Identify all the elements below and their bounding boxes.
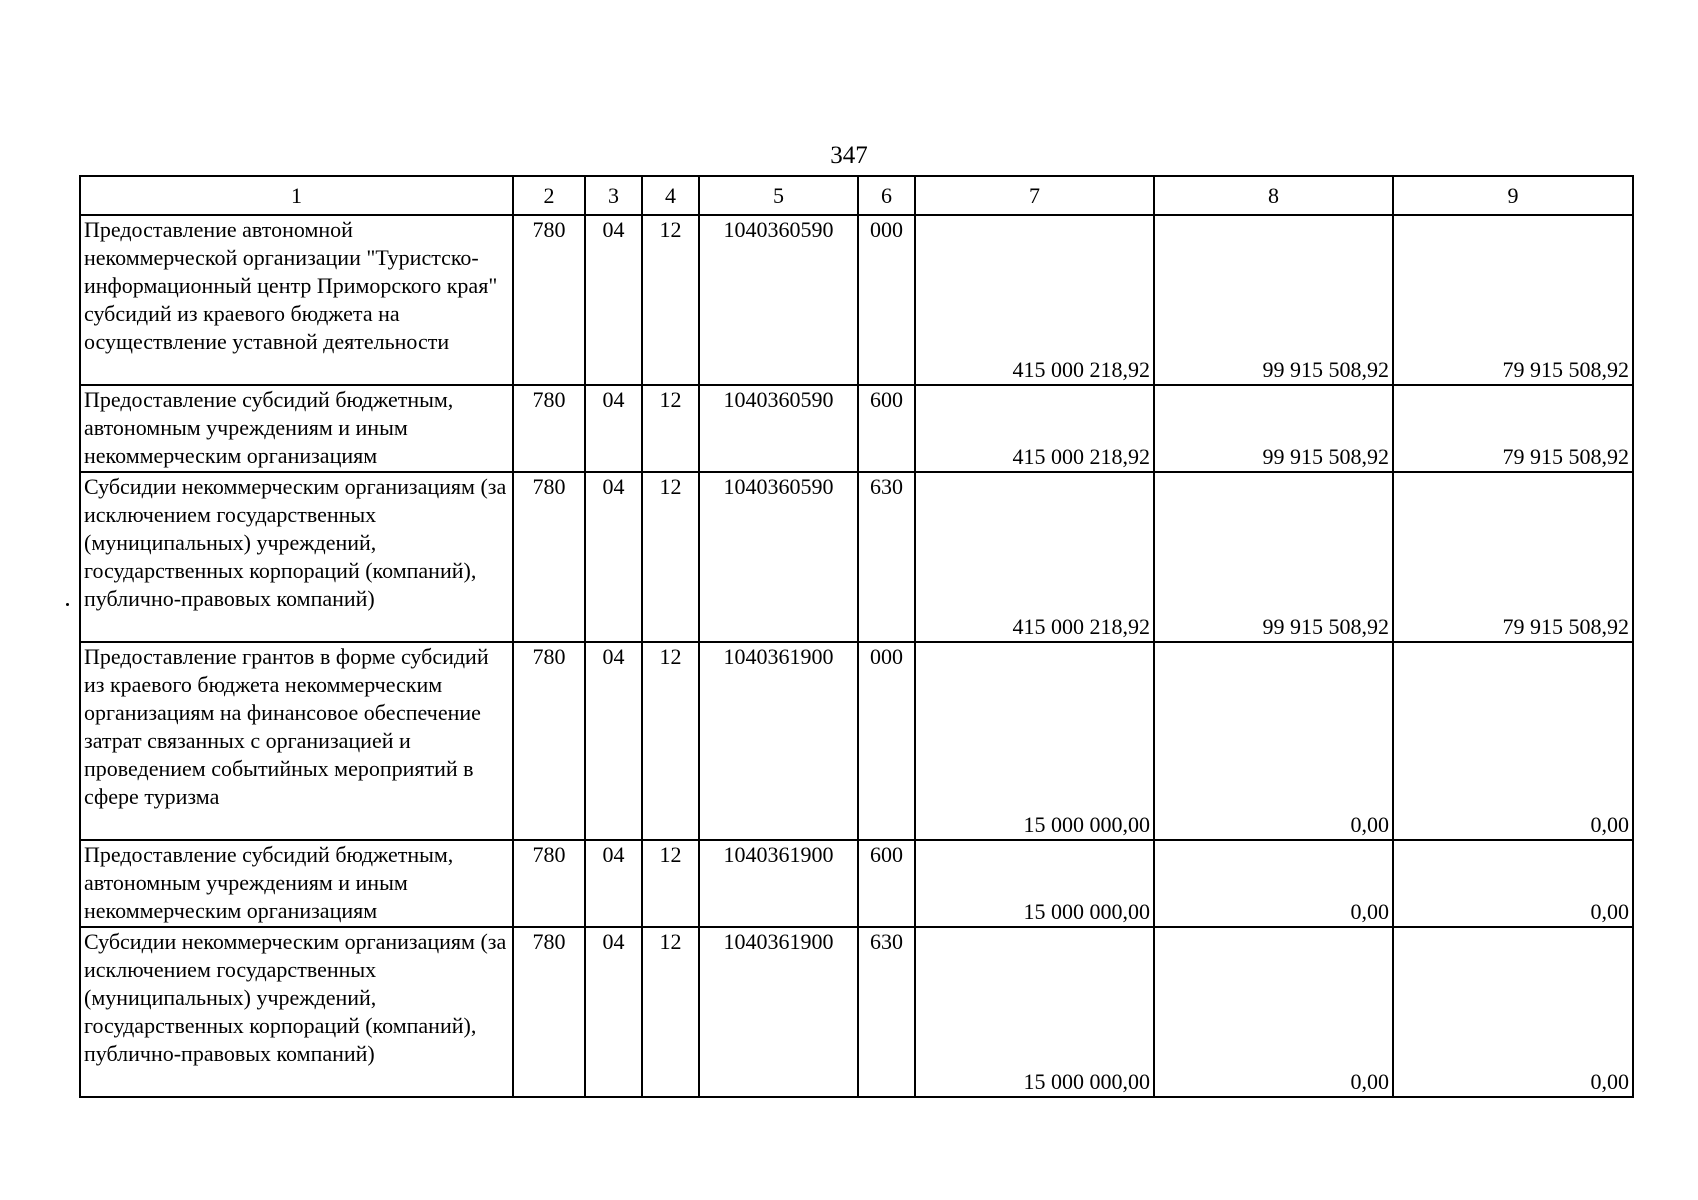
target-article-code: 1040360590 — [699, 215, 858, 385]
target-article-code: 1040360590 — [699, 472, 858, 642]
column-header: 2 — [513, 176, 585, 215]
table-row — [80, 215, 1633, 385]
section-code: 04 — [585, 215, 642, 385]
amount-col-7: 415 000 218,92 — [915, 215, 1154, 385]
subsection-code: 12 — [642, 472, 699, 642]
amount-col-7: 415 000 218,92 — [915, 472, 1154, 642]
subsection-code: 12 — [642, 385, 699, 472]
subsection-code: 12 — [642, 642, 699, 840]
section-code: 04 — [585, 840, 642, 927]
table-row — [80, 642, 1633, 840]
table-row — [80, 927, 1633, 1097]
scan-speck — [66, 603, 69, 606]
ministry-code: 780 — [513, 840, 585, 927]
section-code: 04 — [585, 385, 642, 472]
page-number: 347 — [830, 142, 868, 169]
table-row — [80, 385, 1633, 472]
column-header: 7 — [915, 176, 1154, 215]
target-article-code: 1040361900 — [699, 840, 858, 927]
budget-table — [79, 175, 1634, 1098]
subsection-code: 12 — [642, 927, 699, 1097]
ministry-code: 780 — [513, 385, 585, 472]
row-description: Предоставление субсидий бюджетным, автономным учреждениям и иным некоммерческим организациям — [80, 385, 513, 472]
amount-col-8: 0,00 — [1154, 927, 1393, 1097]
row-description: Субсидии некоммерческим организациям (за исключением государственных (муниципальных) учреждений, государственных корпораций (компаний), публично-правовых компаний) — [80, 927, 513, 1097]
column-header: 1 — [80, 176, 513, 215]
column-number-row — [80, 176, 1633, 215]
expense-type-code: 600 — [858, 385, 915, 472]
section-code: 04 — [585, 927, 642, 1097]
amount-col-9: 0,00 — [1393, 642, 1633, 840]
amount-col-8: 99 915 508,92 — [1154, 385, 1393, 472]
expense-type-code: 000 — [858, 215, 915, 385]
amount-col-7: 415 000 218,92 — [915, 385, 1154, 472]
expense-type-code: 600 — [858, 840, 915, 927]
amount-col-7: 15 000 000,00 — [915, 840, 1154, 927]
target-article-code: 1040360590 — [699, 385, 858, 472]
amount-col-7: 15 000 000,00 — [915, 927, 1154, 1097]
column-header: 8 — [1154, 176, 1393, 215]
column-header: 5 — [699, 176, 858, 215]
amount-col-8: 0,00 — [1154, 840, 1393, 927]
target-article-code: 1040361900 — [699, 927, 858, 1097]
ministry-code: 780 — [513, 472, 585, 642]
subsection-code: 12 — [642, 215, 699, 385]
expense-type-code: 630 — [858, 927, 915, 1097]
column-header: 9 — [1393, 176, 1633, 215]
column-header: 6 — [858, 176, 915, 215]
amount-col-8: 99 915 508,92 — [1154, 215, 1393, 385]
row-description: Предоставление субсидий бюджетным, автономным учреждениям и иным некоммерческим организациям — [80, 840, 513, 927]
column-header: 4 — [642, 176, 699, 215]
ministry-code: 780 — [513, 927, 585, 1097]
amount-col-9: 79 915 508,92 — [1393, 215, 1633, 385]
amount-col-9: 0,00 — [1393, 840, 1633, 927]
amount-col-9: 79 915 508,92 — [1393, 472, 1633, 642]
expense-type-code: 630 — [858, 472, 915, 642]
amount-col-7: 15 000 000,00 — [915, 642, 1154, 840]
section-code: 04 — [585, 642, 642, 840]
table-row — [80, 472, 1633, 642]
amount-col-9: 79 915 508,92 — [1393, 385, 1633, 472]
expense-type-code: 000 — [858, 642, 915, 840]
column-header: 3 — [585, 176, 642, 215]
amount-col-9: 0,00 — [1393, 927, 1633, 1097]
amount-col-8: 0,00 — [1154, 642, 1393, 840]
target-article-code: 1040361900 — [699, 642, 858, 840]
row-description: Предоставление автономной некоммерческой организации "Туристско-информационный центр Приморского края" субсидий из краевого бюджета на осуществление уставной деятельности — [80, 215, 513, 385]
ministry-code: 780 — [513, 642, 585, 840]
section-code: 04 — [585, 472, 642, 642]
subsection-code: 12 — [642, 840, 699, 927]
table-row — [80, 840, 1633, 927]
amount-col-8: 99 915 508,92 — [1154, 472, 1393, 642]
ministry-code: 780 — [513, 215, 585, 385]
row-description: Субсидии некоммерческим организациям (за исключением государственных (муниципальных) учреждений, государственных корпораций (компаний), публично-правовых компаний) — [80, 472, 513, 642]
row-description: Предоставление грантов в форме субсидий из краевого бюджета некоммерческим организациям на финансовое обеспечение затрат связанных с организацией и проведением событийных мероприятий в сфере туризма — [80, 642, 513, 840]
